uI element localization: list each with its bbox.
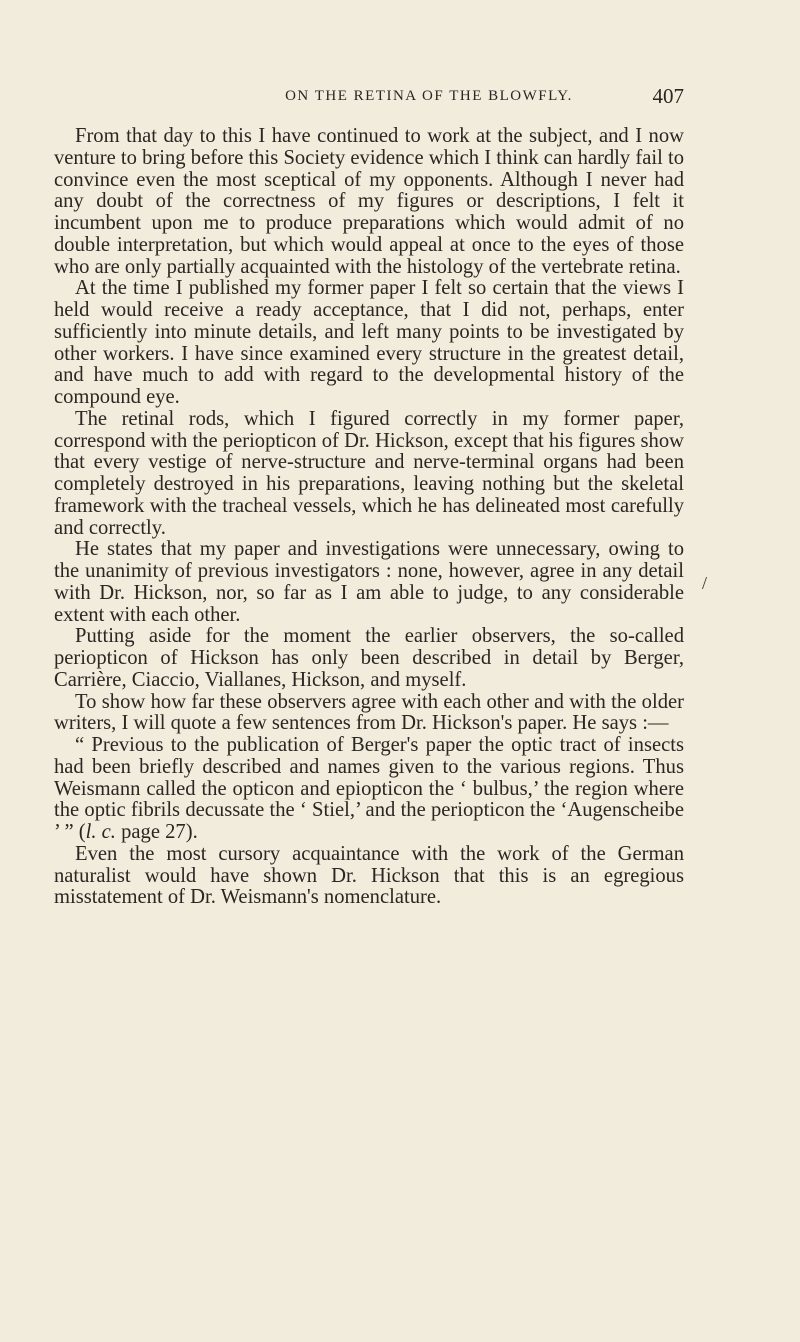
paragraph: At the time I published my former paper I felt so certain that the views I held would receive a ready acceptance, that I did not, perhaps, enter sufficiently into minute details, and left many points to be investigated by other workers. I have since examined every structure in the greatest detail, and have much to add with regard to the developmental history of the compound eye. (54, 277, 684, 408)
paragraph: Even the most cursory acquaintance with the work of the German naturalist would have shown Dr. Hickson that this is an egregious misstatement of Dr. Weismann's nomenclature. (54, 842, 684, 909)
paragraph: From that day to this I have continued to work at the subject, and I now venture to bring before this Society evidence which I think can hardly fail to convince even the most sceptical of my opponents. Although I never had any doubt of the correctness of my figures or descriptions, I felt it incumbent upon me to produce preparations which would admit of no double interpretation, but which would appeal at once to the eyes of those who are only partially acquainted with the histology of the vertebrate retina. (54, 125, 684, 278)
quotation-text: “ Previous to the publication of Berger's paper the optic tract of insects had been briefly described and names given to the various regions. Thus Weismann called the opticon and epiopticon the ‘ bulbus,’ the region where the optic fibrils decussate the ‘ Stiel,’ and the periopticon the ‘Augenscheibe ’ ” (54, 734, 684, 843)
page-header (174, 84, 684, 108)
paragraph: Putting aside for the moment the earlier observers, the so-called periopticon of Hickson has only been described in detail by Berger, Carrière, Ciaccio, Viallanes, Hickson, and myself. (54, 625, 684, 691)
body-text (54, 126, 684, 909)
page-number: 407 (652, 84, 684, 108)
paragraph: The retinal rods, which I figured correctly in my former paper, correspond with the periopticon of Dr. Hickson, except that his figures show that every vestige of nerve-structure and nerve-terminal organs had been completely destroyed in his preparations, leaving nothing but the skeletal framework with the tracheal vessels, which he has delineated most carefully and correctly. (54, 407, 684, 539)
paragraph: To show how far these observers agree with each other and with the older writers, I will quote a few sentences from Dr. Hickson's paper. He says :— (54, 690, 684, 735)
paragraph: He states that my paper and investigations were unnecessary, owing to the unanimity of previous investigators : none, however, agree in any detail with Dr. Hickson, nor, so far as I am able to judge, to any considerable extent with each other. (54, 538, 684, 626)
citation-page: page 27). (121, 821, 198, 843)
quotation-paragraph: “ Previous to the publication of Berger's paper the optic tract of insects had been briefly described and names given to the various regions. Thus Weismann called the opticon and epiopticon the ‘ bulbus,’ the region where the optic fibrils decussate the ‘ Stiel,’ and the periopticon the ‘Augenscheibe ’ ” (l. c. page 27). (54, 734, 684, 843)
running-title: ON THE RETINA OF THE BLOWFLY. (285, 88, 573, 104)
margin-mark: / (702, 573, 708, 593)
citation-ref: l. c. (85, 821, 116, 843)
